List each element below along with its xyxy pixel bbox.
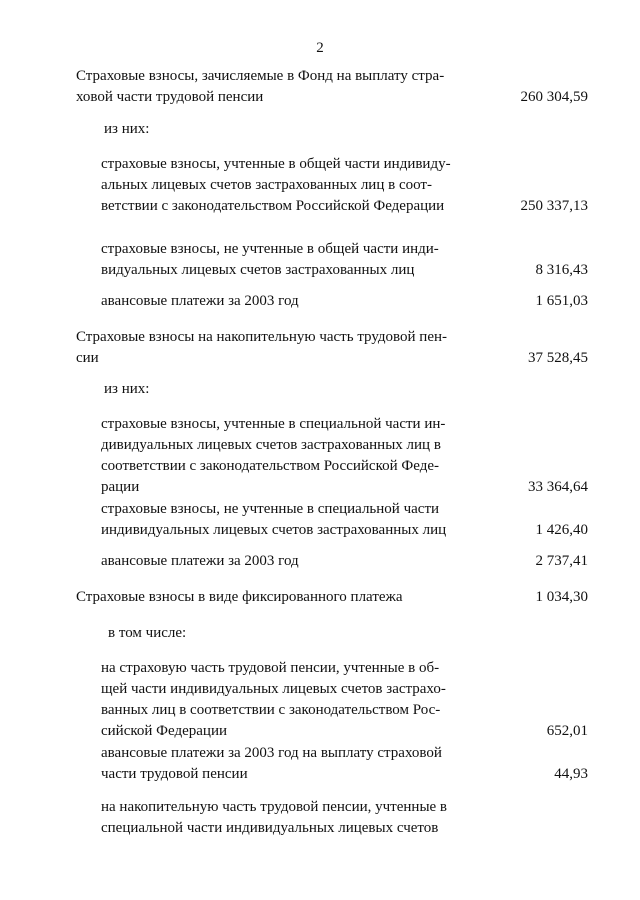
entry-label: [76, 327, 462, 369]
entry-label-line: авансовые платежи за 2003 год: [101, 293, 299, 309]
entry-amount: 44,93: [554, 766, 588, 782]
entry-amount: 8 316,43: [535, 262, 588, 278]
entry-label: [101, 551, 463, 572]
entry-label: [101, 239, 463, 281]
entry-label-line: страховые взносы, не учтенные в специальной части: [101, 501, 440, 517]
entry-amount: 1 034,30: [535, 589, 588, 605]
entry-label-line: авансовые платежи за 2003 год: [101, 553, 299, 569]
entry-amount: 250 337,13: [520, 198, 588, 214]
entry-amount: 652,01: [546, 723, 588, 739]
entry-label-line: страховые взносы, учтенные в специальной части ин-: [101, 416, 446, 432]
entry-label-line: видуальных лицевых счетов застрахованных лиц: [101, 262, 415, 278]
entry-label-line: щей части индивидуальных лицевых счетов застрахо-: [101, 681, 446, 697]
entry-label-line: ванных лиц в соответствии с законодательством Рос-: [101, 702, 441, 718]
entry-label-line: сийской Федерации: [101, 723, 228, 739]
entry-label: [104, 119, 304, 140]
entry-label-line: страховые взносы, учтенные в общей части индивиду-: [101, 156, 451, 172]
entry-label-line: ховой части трудовой пенсии: [76, 89, 264, 105]
entry-label-line: части трудовой пенсии: [101, 766, 248, 782]
entry-label-line: сии: [76, 350, 99, 366]
page-number: 2: [316, 40, 324, 56]
entry-amount: 37 528,45: [528, 350, 588, 366]
entry-amount: 2 737,41: [535, 553, 588, 569]
entry-label-line: дивидуальных лицевых счетов застрахованных лиц в: [101, 437, 441, 453]
entry-label: [101, 797, 463, 839]
entry-label-line: соответствии с законодательством Российской Феде-: [101, 458, 439, 474]
entry-label: [101, 499, 463, 541]
entry-label-line: рации: [101, 479, 140, 495]
entry-label: [101, 414, 463, 498]
entry-label: [104, 379, 304, 400]
entry-label-line: на страховую часть трудовой пенсии, учтенные в об-: [101, 660, 440, 676]
entry-amount: 1 426,40: [535, 522, 588, 538]
entry-label-line: Страховые взносы, зачисляемые в Фонд на выплату стра-: [76, 68, 445, 84]
entry-label-line: из них:: [104, 381, 150, 397]
entry-label: [101, 658, 463, 742]
entry-label-line: на накопительную часть трудовой пенсии, учтенные в: [101, 799, 448, 815]
entry-label-line: из них:: [104, 121, 150, 137]
entry-label-line: авансовые платежи за 2003 год на выплату страховой: [101, 745, 442, 761]
entry-label: [108, 623, 308, 644]
entry-label: [101, 743, 463, 785]
entry-label-line: индивидуальных лицевых счетов застрахованных лиц: [101, 522, 447, 538]
entry-label: [101, 291, 463, 312]
entry-amount: 1 651,03: [535, 293, 588, 309]
entry-label-line: Страховые взносы в виде фиксированного платежа: [76, 589, 403, 605]
entry-label-line: Страховые взносы на накопительную часть трудовой пен-: [76, 329, 448, 345]
entry-label-line: специальной части индивидуальных лицевых счетов: [101, 820, 439, 836]
entry-label: [101, 154, 463, 217]
entry-label-line: альных лицевых счетов застрахованных лиц в соот-: [101, 177, 432, 193]
entry-amount: 260 304,59: [520, 89, 588, 105]
entry-label-line: в том числе:: [108, 625, 187, 641]
entry-label: [76, 66, 462, 108]
entry-label-line: страховые взносы, не учтенные в общей части инди-: [101, 241, 439, 257]
entry-amount: 33 364,64: [528, 479, 588, 495]
entry-label: [76, 587, 462, 608]
entry-label-line: ветствии с законодательством Российской Федерации: [101, 198, 445, 214]
